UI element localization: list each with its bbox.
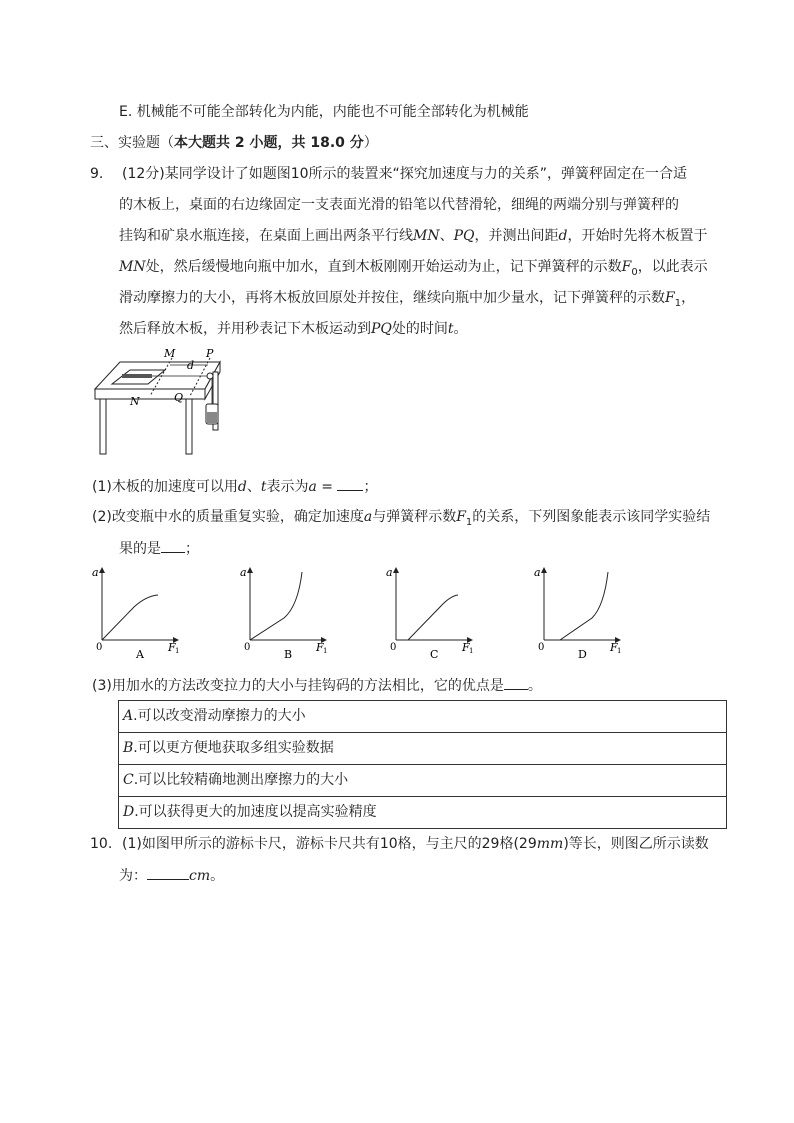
q9-line-6: 然后释放木板，并用秒表记下木板运动到PQ处的时间t。 xyxy=(119,321,468,337)
answer-blank[interactable] xyxy=(147,865,189,880)
q9-sub1: (1)木板的加速度可以用d、t表示为a = ； xyxy=(92,476,377,497)
q10-line-1: (1)如图甲所示的游标卡尺，游标卡尺共有10格，与主尺的29格(29mm)等长，则图乙所示读数 xyxy=(122,836,709,852)
option-row-b[interactable]: B.可以更方便地获取多组实验数据 xyxy=(119,733,727,765)
label-q: Q xyxy=(174,391,184,404)
section-heading xyxy=(90,133,378,153)
option-e-text: E. 机械能不可能全部转化为内能，内能也不可能全部转化为机械能 xyxy=(119,104,529,120)
graph-b-letter: B xyxy=(284,648,293,661)
spring-scale xyxy=(122,374,152,378)
graph-d xyxy=(534,566,621,661)
table-leg xyxy=(100,399,106,454)
graph-options xyxy=(88,562,648,664)
section-prefix: 三、实验题（ xyxy=(90,135,174,151)
apparatus-figure xyxy=(90,346,230,458)
option-row-c[interactable]: C.可以比较精确地测出摩擦力的大小 xyxy=(119,765,727,797)
q9-sub2-line1: (2)改变瓶中水的质量重复实验，确定加速度a与弹簧秤示数$F_1$的关系，下列图象能表示该同学实验结 xyxy=(92,509,711,528)
curve-a xyxy=(102,595,158,640)
graph-a-letter: A xyxy=(136,648,144,661)
q9-line-3: 挂钩和矿泉水瓶连接，在桌面上画出两条平行线MN、PQ，并测出间距d，开始时先将木板置于 xyxy=(119,228,708,244)
svg-text:1: 1 xyxy=(323,647,328,655)
q10-number: 10. xyxy=(90,836,113,852)
label-d: d xyxy=(187,359,195,372)
answer-blank[interactable] xyxy=(337,476,363,491)
label-n: N xyxy=(130,395,140,408)
graph-d-letter: D xyxy=(578,648,587,661)
svg-text:F: F xyxy=(610,641,618,654)
q9-line-4: MN处，然后缓慢地向瓶中加水，直到木板刚刚开始运动为止，记下弹簧秤的示数$F_0$，以此表示 xyxy=(119,259,708,278)
svg-text:1: 1 xyxy=(617,647,622,655)
option-row-a[interactable]: A.可以改变滑动摩擦力的大小 xyxy=(119,701,727,733)
label-m: M xyxy=(164,347,176,360)
q10-line-2: 为： cm。 xyxy=(119,865,224,886)
curve-d xyxy=(560,572,608,640)
svg-text:0: 0 xyxy=(96,642,103,653)
section-suffix: ） xyxy=(363,135,378,151)
option-row-d[interactable]: D.可以获得更大的加速度以提高实验精度 xyxy=(119,797,727,829)
curve-b xyxy=(250,572,302,640)
table-leg xyxy=(186,399,192,454)
svg-text:0: 0 xyxy=(538,642,545,653)
q9-sub2-line2: 果的是 ； xyxy=(119,538,199,559)
q9-sub3: (3)用加水的方法改变拉力的大小与挂钩码的方法相比，它的优点是 。 xyxy=(92,675,542,696)
answer-blank[interactable] xyxy=(504,675,528,690)
section-count: 本大题共 2 小题，共 18.0 分 xyxy=(174,135,364,151)
svg-text:a: a xyxy=(92,566,99,579)
answer-blank[interactable] xyxy=(161,538,185,553)
pencil-pulley xyxy=(207,373,213,379)
svg-text:a: a xyxy=(534,566,541,579)
graph-c-letter: C xyxy=(430,648,439,661)
svg-text:0: 0 xyxy=(390,642,397,653)
svg-text:a: a xyxy=(386,566,393,579)
q9-line-5: 滑动摩擦力的大小，再将木板放回原处并按住，继续向瓶中加少量水，记下弹簧秤的示数$F_1$， xyxy=(119,290,696,309)
q9-line-2: 的木板上，桌面的右边缘固定一支表面光滑的铅笔以代替滑轮，细绳的两端分别与弹簧秤的 xyxy=(119,197,679,213)
svg-text:0: 0 xyxy=(244,642,251,653)
svg-text:F: F xyxy=(168,641,176,654)
curve-c xyxy=(408,595,458,640)
label-p: P xyxy=(206,347,214,360)
q9-line-1: (12分)某同学设计了如题图10所示的装置来“探究加速度与力的关系”，弹簧秤固定在一合适 xyxy=(122,166,688,182)
graph-b xyxy=(240,566,327,661)
svg-text:1: 1 xyxy=(469,647,474,655)
options-table xyxy=(118,700,727,829)
graph-c xyxy=(386,566,473,661)
svg-text:F: F xyxy=(316,641,324,654)
q9-number: 9. xyxy=(90,166,104,182)
svg-text:a: a xyxy=(240,566,247,579)
graph-a xyxy=(92,566,179,661)
table-front xyxy=(95,389,205,399)
svg-text:F: F xyxy=(462,641,470,654)
svg-text:1: 1 xyxy=(175,647,180,655)
